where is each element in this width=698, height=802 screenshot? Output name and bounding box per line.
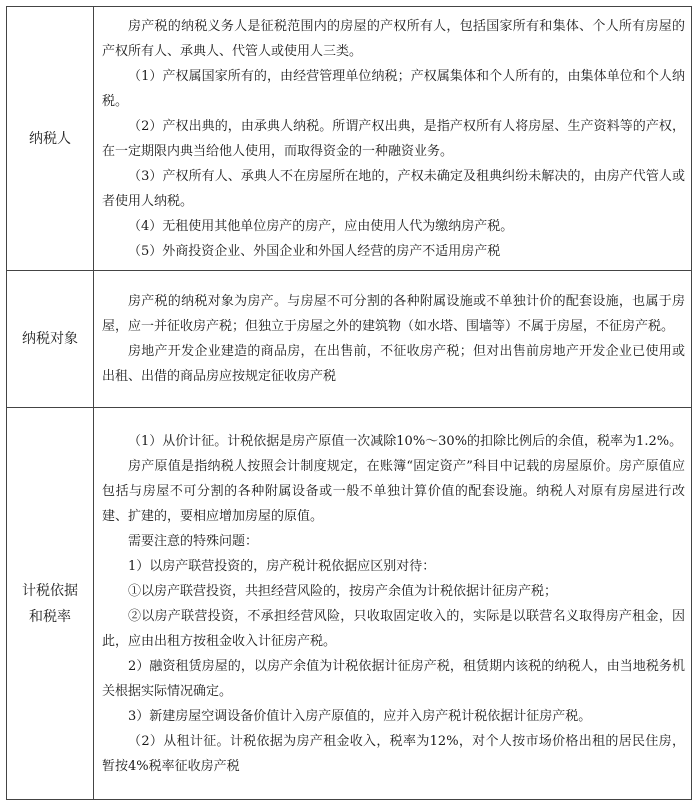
paragraph: 3）新建房屋空调设备价值计入房产原值的，应并入房产税计税依据计征房产税。	[128, 708, 592, 724]
paragraph: 需要注意的特殊问题：	[128, 533, 259, 549]
row-label-tax-basis-rate	[7, 408, 94, 800]
paragraph: 1）以房产联营投资的，房产税计税依据应区别对待：	[128, 558, 436, 574]
paragraph: （4）无租使用其他单位房产的房产，应由使用人代为缴纳房产税。	[128, 218, 514, 234]
paragraph: 房产税的纳税义务人是征税范围内的房屋的产权所有人，包括国家所有和集体、个人所有房屋的产权所有人、承典人、代管人或使用人三类。	[102, 18, 685, 59]
table-row-tax-object	[7, 271, 692, 408]
row-content-tax-basis-rate	[94, 408, 692, 800]
row-content-tax-object	[94, 271, 692, 408]
row-label-tax-object: 纳税对象	[7, 271, 94, 408]
paragraph: ①以房产联营投资，共担经营风险的，按房产余值为计税依据计征房产税；	[128, 583, 558, 599]
paragraph: 房产税的纳税对象为房产。与房屋不可分割的各种附属设施或不单独计价的配套设施，也属于房屋，应一并征收房产税；但独立于房屋之外的建筑物（如水塔、围墙等）不属于房屋，不征房产税。	[102, 294, 685, 334]
table-row-tax-basis-rate	[7, 408, 692, 800]
paragraph: （3）产权所有人、承典人不在房屋所在地的，产权未确定及租典纠纷未解决的，由房产代管人或者使用人纳税。	[102, 168, 685, 209]
paragraph: 房产原值是指纳税人按照会计制度规定，在账簿“固定资产”科目中记载的房屋原价。房产原值应包括与房屋不可分割的各种附属设备或一般不单独计算价值的配套设施。纳税人对原有房屋进行改建、扩建的，要相应增加房屋的原值。	[102, 458, 685, 524]
paragraph: 2）融资租赁房屋的，以房产余值为计税依据计征房产税，租赁期内该税的纳税人，由当地税务机关根据实际情况确定。	[102, 658, 685, 699]
paragraph: （1）从价计征。计税依据是房产原值一次减除10%～30%的扣除比例后的余值，税率为1.2%。	[128, 433, 683, 449]
paragraph: （2）产权出典的，由承典人纳税。所谓产权出典，是指产权所有人将房屋、生产资料等的产权，在一定期限内典当给他人使用，而取得资金的一种融资业务。	[102, 118, 685, 159]
row-content-taxpayer	[94, 7, 692, 271]
paragraph: 房地产开发企业建造的商品房，在出售前，不征收房产税；但对出售前房地产开发企业已使用或出租、出借的商品房应按规定征收房产税	[102, 344, 685, 384]
paragraph: （2）从租计征。计税依据为房产租金收入，税率为12%，对个人按市场价格出租的居民住房，暂按4%税率征收房产税	[102, 733, 685, 774]
row-label-line: 计税依据	[22, 582, 78, 599]
tax-table	[6, 6, 692, 800]
paragraph: ②以房产联营投资，不承担经营风险，只收取固定收入的，实际是以联营名义取得房产租金，因此，应由出租方按租金收入计征房产税。	[102, 608, 685, 649]
paragraph: （1）产权属国家所有的，由经营管理单位纳税；产权属集体和个人所有的，由集体单位和个人纳税。	[102, 68, 685, 109]
row-label-line: 和税率	[29, 608, 71, 625]
paragraph: （5）外商投资企业、外国企业和外国人经营的房产不适用房产税	[128, 243, 501, 259]
row-label-taxpayer: 纳税人	[7, 7, 94, 271]
table-row-taxpayer	[7, 7, 692, 271]
